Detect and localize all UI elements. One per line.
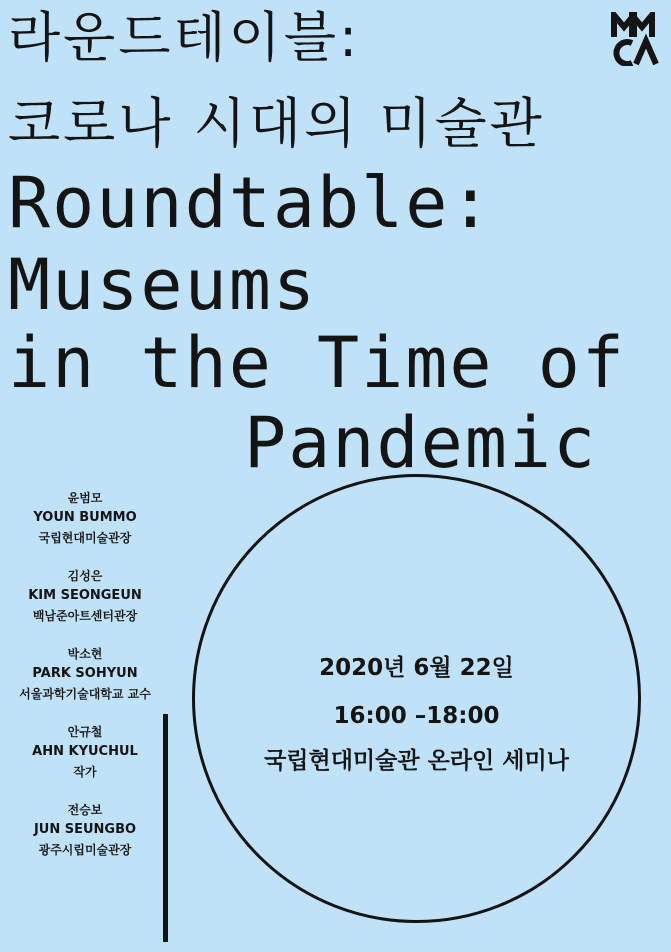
speaker-item — [0, 722, 170, 800]
speaker-name-english: PARK SOHYUN — [32, 666, 138, 681]
speaker-role: 작가 — [73, 765, 97, 779]
event-date: 2020년 6월 22일 — [319, 655, 514, 681]
speaker-item — [0, 644, 170, 722]
speaker-name-english: YOUN BUMMO — [33, 510, 137, 525]
title-english-line-3: in the Time of — [8, 322, 627, 404]
speaker-item — [0, 800, 170, 878]
event-circle — [192, 474, 641, 923]
title-korean-line-2: 코로나 시대의 미술관 — [8, 92, 545, 155]
event-time: 16:00 –18:00 — [333, 703, 500, 729]
mmca-logo-icon — [610, 12, 660, 66]
title-english-line-1: Roundtable: — [8, 162, 494, 244]
title-english-line-2: Museums — [8, 244, 318, 326]
speaker-name-korean: 박소현 — [67, 647, 103, 661]
speaker-name-english: JUN SEUNGBO — [33, 822, 137, 837]
speaker-name-korean: 윤범모 — [67, 491, 103, 505]
event-venue: 국립현대미술관 온라인 세미나 — [264, 748, 569, 774]
speaker-role: 서울과학기술대학교 교수 — [19, 687, 151, 701]
speaker-role: 광주시립미술관장 — [38, 843, 132, 857]
speaker-list — [0, 488, 170, 878]
speaker-role: 국립현대미술관장 — [38, 531, 132, 545]
speaker-name-korean: 김성은 — [67, 569, 103, 583]
title-english-line-4: Pandemic — [244, 402, 598, 484]
speaker-role: 백남준아트센터관장 — [32, 609, 138, 623]
title-korean-line-1: 라운드테이블: — [8, 6, 361, 69]
speaker-name-english: KIM SEONGEUN — [28, 588, 142, 603]
speaker-name-korean: 안규철 — [67, 725, 103, 739]
speaker-name-english: AHN KYUCHUL — [32, 744, 138, 759]
speaker-item — [0, 566, 170, 644]
speaker-item — [0, 488, 170, 566]
speaker-name-korean: 전승보 — [67, 803, 103, 817]
vertical-divider — [163, 714, 168, 942]
